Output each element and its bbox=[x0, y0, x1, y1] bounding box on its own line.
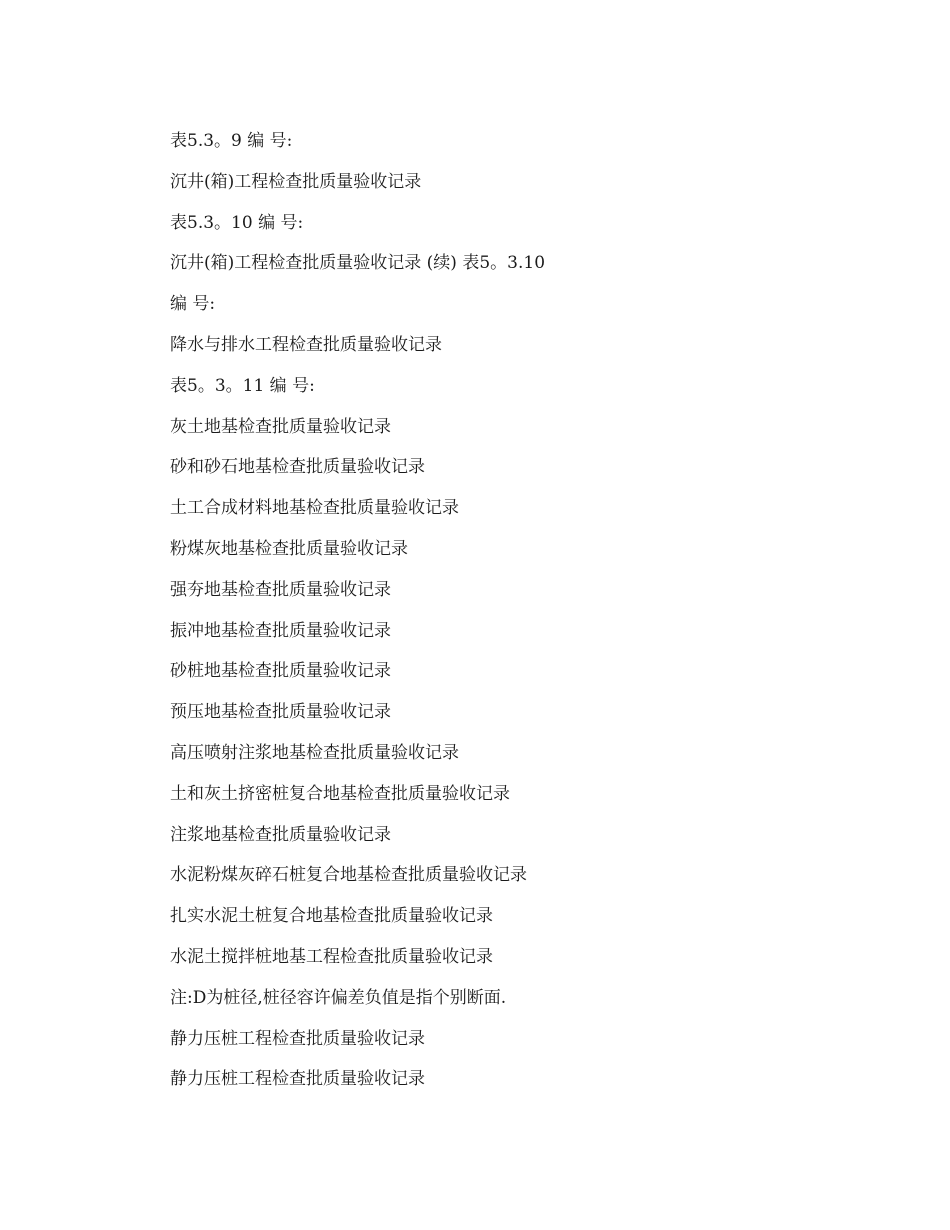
serial-number-line: 编 号: bbox=[170, 294, 216, 315]
record-title-line: 振冲地基检查批质量验收记录 bbox=[170, 620, 391, 641]
record-title-line: 静力压桩工程检查批质量验收记录 bbox=[170, 1028, 425, 1049]
record-title-line: 降水与排水工程检查批质量验收记录 bbox=[170, 334, 442, 355]
table-number-line: 表5.3。10 编 号: bbox=[170, 212, 304, 233]
record-title-line: 灰土地基检查批质量验收记录 bbox=[170, 416, 391, 437]
table-number-line: 表5。3。11 编 号: bbox=[170, 375, 315, 396]
record-title-line: 强夯地基检查批质量验收记录 bbox=[170, 579, 391, 600]
record-title-line: 预压地基检查批质量验收记录 bbox=[170, 702, 391, 723]
record-title-line: 静力压桩工程检查批质量验收记录 bbox=[170, 1069, 425, 1090]
record-title-line: 水泥粉煤灰碎石桩复合地基检查批质量验收记录 bbox=[170, 865, 527, 886]
record-title-line: 土和灰土挤密桩复合地基检查批质量验收记录 bbox=[170, 783, 510, 804]
record-title-line: 水泥土搅拌桩地基工程检查批质量验收记录 bbox=[170, 946, 493, 967]
record-title-line: 砂和砂石地基检查批质量验收记录 bbox=[170, 457, 425, 478]
record-title-line: 扎实水泥土桩复合地基检查批质量验收记录 bbox=[170, 906, 493, 927]
document-body bbox=[170, 129, 870, 1108]
record-title-line: 粉煤灰地基检查批质量验收记录 bbox=[170, 538, 408, 559]
record-title-line: 土工合成材料地基检查批质量验收记录 bbox=[170, 498, 459, 519]
record-title-line: 沉井(箱)工程检查批质量验收记录 bbox=[170, 171, 422, 192]
record-title-line: 沉井(箱)工程检查批质量验收记录 (续) 表5。3.10 bbox=[170, 253, 546, 274]
record-title-line: 高压喷射注浆地基检查批质量验收记录 bbox=[170, 742, 459, 763]
record-title-line: 注浆地基检查批质量验收记录 bbox=[170, 824, 391, 845]
note-line: 注:D为桩径,桩径容许偏差负值是指个别断面. bbox=[170, 987, 507, 1008]
table-number-line: 表5.3。9 编 号: bbox=[170, 131, 293, 151]
record-title-line: 砂桩地基检查批质量验收记录 bbox=[170, 661, 391, 682]
